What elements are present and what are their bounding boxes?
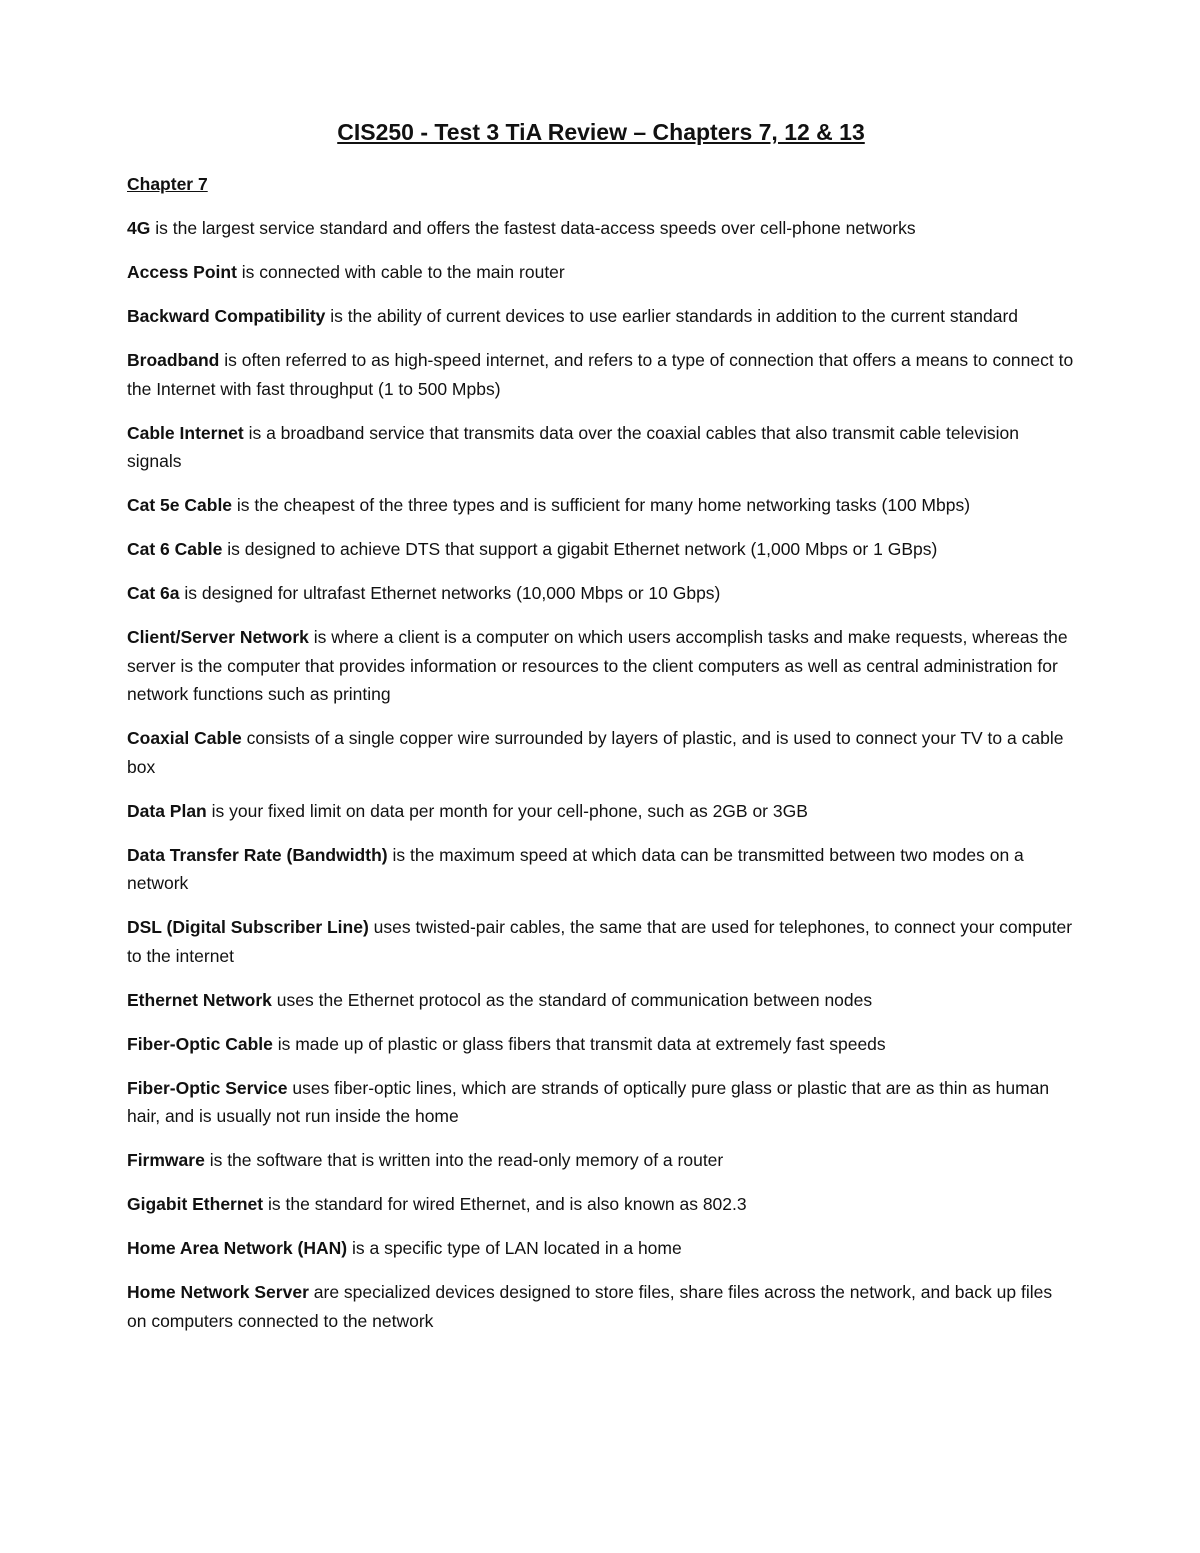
glossary-term: 4G: [127, 218, 151, 238]
glossary-entry: [127, 841, 1075, 898]
glossary-definition: is a broadband service that transmits data over the coaxial cables that also transmit cable television signals: [127, 422, 1019, 471]
glossary-definition: is often referred to as high-speed internet, and refers to a type of connection that offers a means to connect to the Internet with fast throughput (1 to 500 Mpbs): [127, 350, 1074, 399]
glossary-term: DSL (Digital Subscriber Line): [127, 917, 369, 937]
glossary-definition: is the largest service standard and offers the fastest data-access speeds over cell-phone networks: [155, 218, 916, 238]
glossary-entry: [127, 1146, 1075, 1175]
glossary-entry: [127, 724, 1075, 781]
glossary-term: Cable Internet: [127, 422, 244, 443]
glossary-definition: is the cheapest of the three types and is sufficient for many home networking tasks (100 Mbps): [236, 495, 971, 515]
glossary-entry: [127, 797, 1075, 826]
glossary-definition: is the ability of current devices to use earlier standards in addition to the current standard: [330, 306, 1019, 326]
glossary-term: Cat 5e Cable: [127, 495, 233, 515]
glossary-entry: [127, 579, 1075, 608]
glossary-entry: [127, 346, 1075, 403]
glossary-definition: uses fiber-optic lines, which are strands of optically pure glass or plastic that are as thin as human hair, and is usually not run inside the home: [127, 1077, 1050, 1126]
glossary-entry: [127, 623, 1075, 709]
glossary-definition: is your fixed limit on data per month for your cell-phone, such as 2GB or 3GB: [211, 800, 808, 821]
glossary-term: Home Area Network (HAN): [127, 1238, 348, 1258]
glossary-term: Fiber-Optic Cable: [127, 1033, 273, 1054]
glossary-entry: [127, 419, 1075, 476]
glossary-entry: [127, 491, 1075, 520]
glossary-definition: is the software that is written into the read-only memory of a router: [209, 1150, 724, 1170]
glossary-entry: [127, 986, 1075, 1015]
glossary-term: Gigabit Ethernet: [127, 1194, 264, 1214]
document-page: [127, 112, 1075, 1351]
glossary-term: Ethernet Network: [127, 989, 272, 1010]
glossary-entry: [127, 1074, 1075, 1131]
glossary-entry: [127, 1190, 1075, 1219]
glossary-definition: is made up of plastic or glass fibers that transmit data at extremely fast speeds: [277, 1033, 886, 1054]
glossary-entry: [127, 1278, 1075, 1335]
glossary-term: Data Transfer Rate (Bandwidth): [127, 844, 388, 865]
glossary-definition: is designed for ultrafast Ethernet networks (10,000 Mbps or 10 Gbps): [184, 583, 721, 603]
glossary-term: Data Plan: [127, 800, 207, 821]
glossary-entry: [127, 535, 1075, 564]
glossary-definition: are specialized devices designed to store files, share files across the network, and back up files on computers connected to the network: [127, 1282, 1053, 1331]
glossary-term: Firmware: [127, 1150, 205, 1170]
glossary-term: Client/Server Network: [127, 627, 309, 647]
glossary-term: Cat 6a: [127, 583, 180, 603]
section-heading-chapter-7: Chapter 7: [127, 174, 208, 194]
glossary-definition: consists of a single copper wire surrounded by layers of plastic, and is used to connect your TV to a cable box: [127, 728, 1064, 777]
glossary-definition: is connected with cable to the main router: [241, 262, 565, 282]
glossary-entry: [127, 214, 1075, 243]
glossary-entry: [127, 913, 1075, 970]
glossary-definition: is a specific type of LAN located in a home: [351, 1238, 682, 1258]
glossary-definition: is where a client is a computer on which users accomplish tasks and make requests, whereas the server is the computer that provides information or resources to the client computers as well as central administration for network functions such as printing: [127, 627, 1068, 704]
glossary-definition: uses twisted-pair cables, the same that are used for telephones, to connect your computer to the internet: [127, 917, 1073, 966]
glossary-entry: [127, 302, 1075, 331]
glossary-entry: [127, 258, 1075, 287]
glossary-term: Cat 6 Cable: [127, 539, 223, 559]
glossary-list: [127, 214, 1075, 1335]
glossary-term: Backward Compatibility: [127, 306, 326, 326]
glossary-definition: is designed to achieve DTS that support a gigabit Ethernet network (1,000 Mbps or 1 GBps): [227, 539, 938, 559]
glossary-definition: is the maximum speed at which data can be transmitted between two modes on a network: [127, 844, 1024, 893]
glossary-term: Home Network Server: [127, 1282, 309, 1302]
glossary-definition: is the standard for wired Ethernet, and is also known as 802.3: [268, 1194, 747, 1214]
glossary-definition: uses the Ethernet protocol as the standard of communication between nodes: [276, 989, 873, 1010]
glossary-term: Fiber-Optic Service: [127, 1077, 288, 1098]
document-title: CIS250 - Test 3 TiA Review – Chapters 7, 12 & 13: [337, 119, 865, 145]
glossary-entry: [127, 1030, 1075, 1059]
glossary-term: Coaxial Cable: [127, 728, 242, 748]
glossary-term: Access Point: [127, 262, 237, 282]
glossary-entry: [127, 1234, 1075, 1263]
glossary-term: Broadband: [127, 350, 220, 370]
